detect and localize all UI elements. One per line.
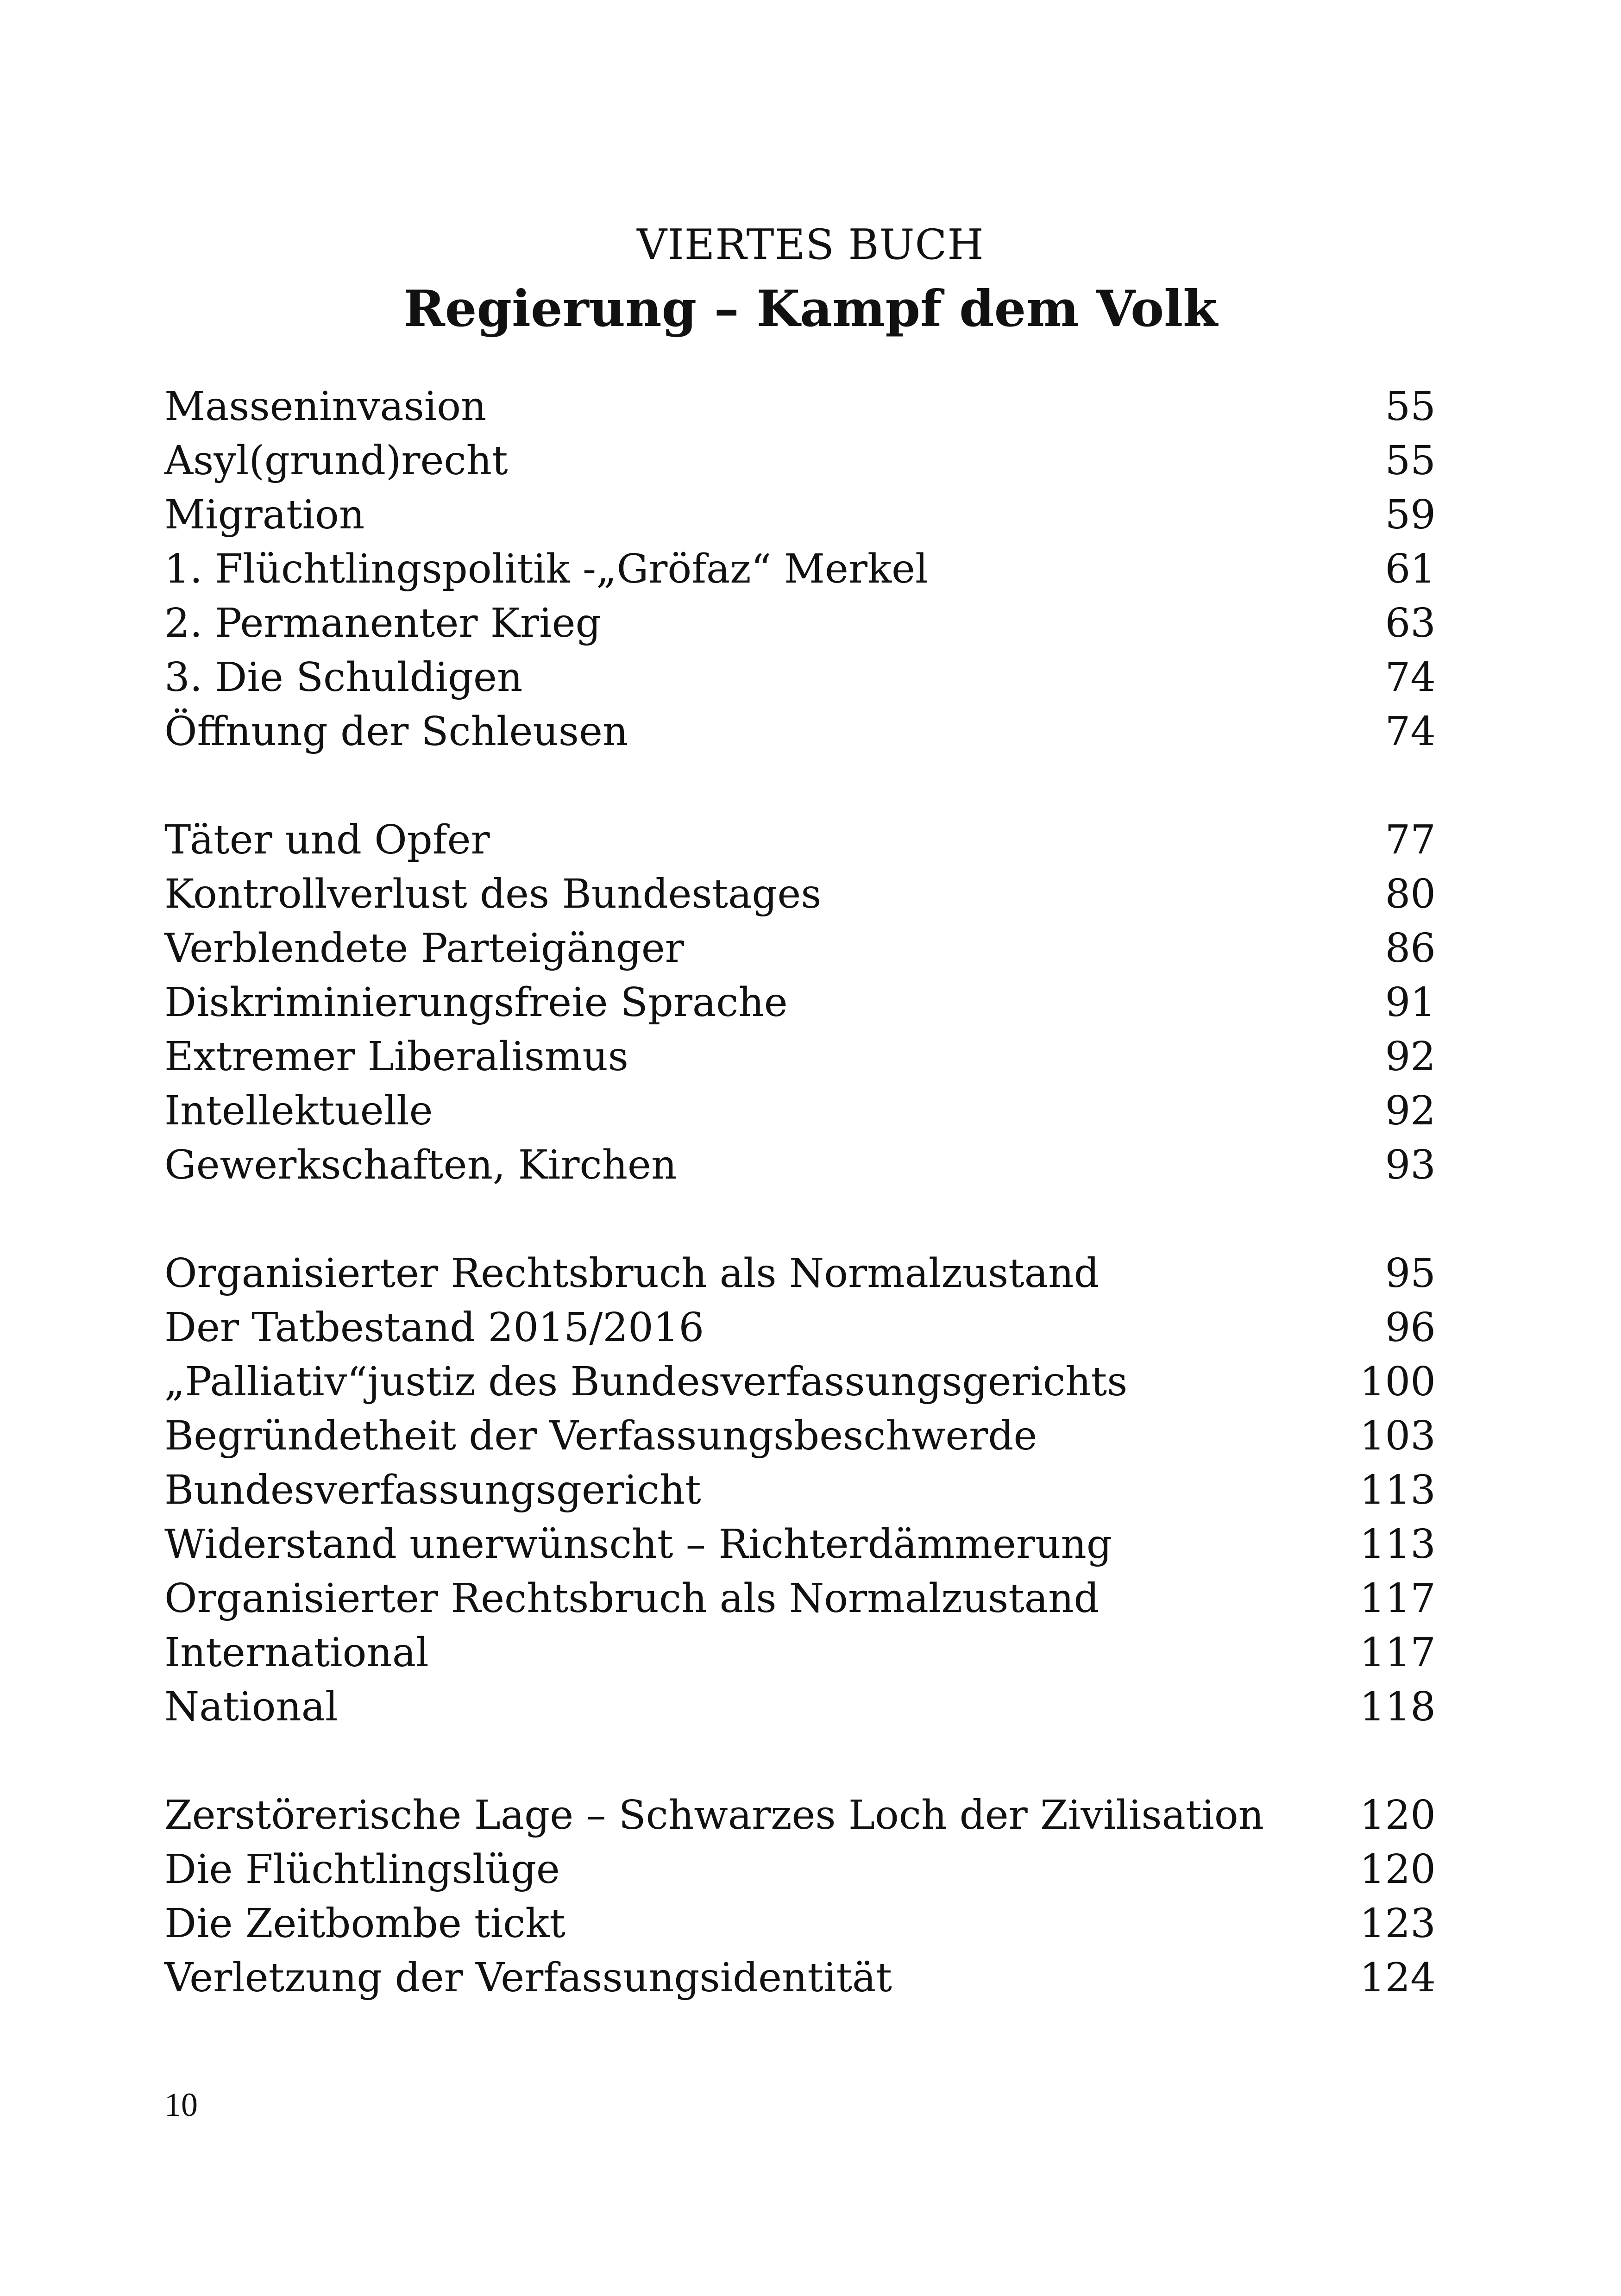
toc-entry-title: Organisierter Rechtsbruch als Normalzustand (164, 1250, 1100, 1297)
toc-entry-title: Diskriminierungsfreie Sprache (164, 979, 788, 1026)
toc-entry-title: Verblendete Parteigänger (164, 925, 684, 972)
toc-entry (164, 1247, 1436, 1301)
toc-entry (164, 1463, 1436, 1518)
toc-entry (164, 651, 1436, 705)
toc-group (164, 1247, 1436, 1734)
toc-entry-title: „Palliativ“justiz des Bundesverfassungsgerichts (164, 1359, 1128, 1405)
toc-entry-title: Kontrollverlust des Bundestages (164, 871, 822, 917)
toc-entry-title: Verletzung der Verfassungsidentität (164, 1955, 892, 2001)
toc-entry (164, 922, 1436, 976)
toc-entry (164, 1788, 1436, 1843)
toc-entry (164, 1355, 1436, 1409)
book-part-title: Regierung – Kampf dem Volk (403, 280, 1218, 338)
toc-entry-page: 100 (1359, 1359, 1436, 1405)
toc-entry (164, 867, 1436, 922)
book-part-label: VIERTES BUCH (637, 220, 984, 269)
section-heading (0, 218, 1621, 344)
page-number: 10 (164, 2086, 198, 2123)
toc-entry-title: Asyl(grund)recht (164, 438, 508, 484)
toc-group (164, 1788, 1436, 2005)
toc-entry-page: 74 (1385, 709, 1436, 755)
toc-entry-page: 95 (1385, 1250, 1436, 1297)
toc-entry (164, 1030, 1436, 1084)
toc-entry-page: 120 (1359, 1792, 1436, 1838)
toc-entry (164, 1897, 1436, 1951)
toc-entry (164, 813, 1436, 867)
toc-entry-page: 117 (1359, 1630, 1436, 1676)
toc-entry-page: 74 (1385, 654, 1436, 701)
toc-group (164, 380, 1436, 759)
toc-entry-title: Die Flüchtlingslüge (164, 1846, 560, 1893)
toc-entry (164, 1518, 1436, 1572)
toc-entry-title: Intellektuelle (164, 1088, 433, 1134)
toc-entry (164, 596, 1436, 651)
toc-entry-title: 1. Flüchtlingspolitik -„Gröfaz“ Merkel (164, 546, 928, 592)
toc-entry-title: Täter und Opfer (164, 817, 490, 863)
toc-entry-page: 113 (1359, 1521, 1436, 1568)
toc-entry-page: 92 (1385, 1034, 1436, 1080)
toc-entry-page: 63 (1385, 600, 1436, 646)
toc-entry-page: 55 (1385, 438, 1436, 484)
toc-entry-title: 2. Permanenter Krieg (164, 600, 601, 646)
toc-entry-page: 80 (1385, 871, 1436, 917)
toc-entry-title: 3. Die Schuldigen (164, 654, 523, 701)
toc-entry (164, 542, 1436, 596)
toc-entry (164, 380, 1436, 434)
toc-entry-title: Extremer Liberalismus (164, 1034, 628, 1080)
toc-entry (164, 1572, 1436, 1626)
toc-entry (164, 1951, 1436, 2005)
toc-entry-page: 124 (1359, 1955, 1436, 2001)
toc-entry (164, 1409, 1436, 1463)
toc-entry-title: Masseninvasion (164, 383, 487, 430)
toc-entry-title: Gewerkschaften, Kirchen (164, 1142, 677, 1188)
toc-entry (164, 1680, 1436, 1734)
toc-entry-title: National (164, 1684, 338, 1730)
toc-entry-title: International (164, 1630, 429, 1676)
toc-entry (164, 1138, 1436, 1192)
toc-entry-page: 61 (1385, 546, 1436, 592)
toc-entry-page: 59 (1385, 492, 1436, 538)
toc-entry-page: 120 (1359, 1846, 1436, 1893)
toc-entry (164, 488, 1436, 542)
toc-entry-title: Bundesverfassungsgericht (164, 1467, 701, 1513)
toc-entry (164, 434, 1436, 488)
toc-entry-page: 77 (1385, 817, 1436, 863)
toc-group (164, 813, 1436, 1192)
toc-entry (164, 1626, 1436, 1680)
toc-entry-page: 55 (1385, 383, 1436, 430)
toc-entry (164, 1084, 1436, 1138)
toc-entry-page: 117 (1359, 1575, 1436, 1622)
toc-entry-page: 86 (1385, 925, 1436, 972)
toc-entry-page: 91 (1385, 979, 1436, 1026)
toc-entry-page: 92 (1385, 1088, 1436, 1134)
toc-entry-title: Öffnung der Schleusen (164, 709, 628, 755)
toc-entry-title: Die Zeitbombe tickt (164, 1901, 565, 1947)
toc-entry-page: 103 (1359, 1413, 1436, 1459)
toc-entry-title: Organisierter Rechtsbruch als Normalzustand (164, 1575, 1100, 1622)
toc-entry-page: 93 (1385, 1142, 1436, 1188)
toc-entry-title: Begründetheit der Verfassungsbeschwerde (164, 1413, 1037, 1459)
table-of-contents (164, 380, 1436, 2005)
toc-entry-page: 96 (1385, 1305, 1436, 1351)
toc-entry-title: Der Tatbestand 2015/2016 (164, 1305, 704, 1351)
toc-entry-page: 113 (1359, 1467, 1436, 1513)
toc-entry-title: Zerstörerische Lage – Schwarzes Loch der Zivilisation (164, 1792, 1264, 1838)
toc-entry-title: Widerstand unerwünscht – Richterdämmerung (164, 1521, 1112, 1568)
toc-entry (164, 705, 1436, 759)
toc-entry-title: Migration (164, 492, 365, 538)
toc-entry (164, 1843, 1436, 1897)
toc-entry-page: 118 (1359, 1684, 1436, 1730)
toc-entry (164, 1301, 1436, 1355)
toc-entry-page: 123 (1359, 1901, 1436, 1947)
toc-entry (164, 976, 1436, 1030)
